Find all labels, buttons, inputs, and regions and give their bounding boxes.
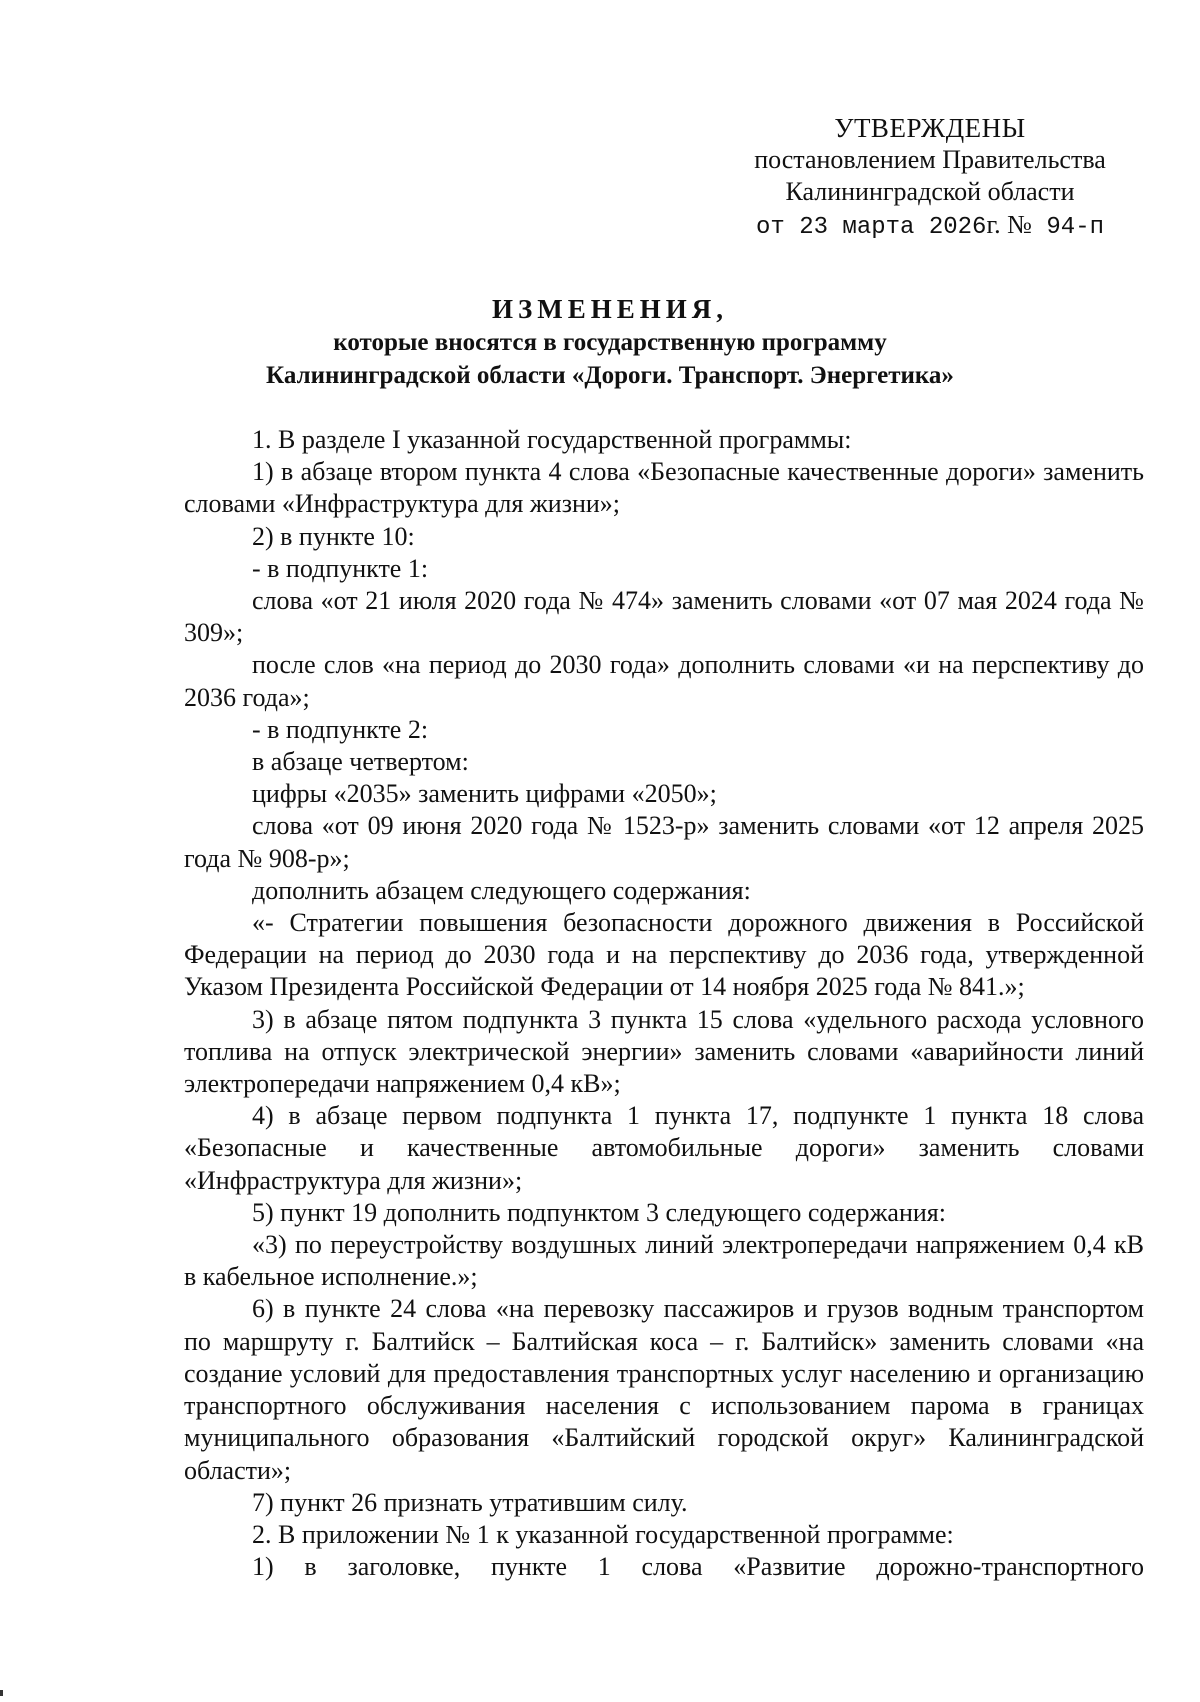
heading-title: ИЗМЕНЕНИЯ, <box>491 294 728 324</box>
paragraph: 2. В приложении № 1 к указанной государственной программе: <box>252 1519 954 1549</box>
approval-stamp <box>720 112 1140 244</box>
paragraph: после слов «на период до 2030 года» дополнить словами «и на перспективу до 2036 года»; <box>184 650 1144 712</box>
document-body <box>184 424 1144 1583</box>
approval-line-1: постановлением Правительства <box>754 145 1106 175</box>
paragraph: в абзаце четвертом: <box>252 747 469 777</box>
paragraph: «- Стратегии повышения безопасности дорожного движения в Российской Федерации на период до 2030 года и на перспективу до 2036 года, утвержденной Указом Президента Российской Федерации от 14 ноября 2025 года № 841.»; <box>184 908 1144 1002</box>
paragraph: 1) в заголовке, пункте 1 слова «Развитие дорожно-транспортного <box>252 1552 1144 1582</box>
heading-subtitle-1: которые вносятся в государственную программу <box>333 329 887 356</box>
paragraph: 3) в абзаце пятом подпункта 3 пункта 15 слова «удельного расхода условного топлива на отпуск электрической энергии» заменить словами «аварийности линий электропередачи напряжением 0,4 кВ»; <box>184 1004 1144 1099</box>
paragraph: слова «от 09 июня 2020 года № 1523-р» заменить словами «от 12 апреля 2025 года № 908-р»; <box>184 811 1144 873</box>
paragraph: 1. В разделе I указанной государственной программы: <box>252 425 852 454</box>
paragraph: слова «от 21 июля 2020 года № 474» заменить словами «от 07 мая 2024 года № 309»; <box>184 586 1144 648</box>
approval-date-value: 23 марта 2026 <box>799 213 987 241</box>
paragraph: 1) в абзаце втором пункта 4 слова «Безопасные качественные дороги» заменить словами «Инфраструктура для жизни»; <box>184 457 1144 519</box>
document-heading <box>180 293 1040 392</box>
paragraph: - в подпункте 2: <box>252 714 429 744</box>
paragraph: 5) пункт 19 дополнить подпунктом 3 следующего содержания: <box>252 1197 946 1227</box>
approval-title: УТВЕРЖДЕНЫ <box>834 113 1026 143</box>
paragraph: цифры «2035» заменить цифрами «2050»; <box>252 779 717 809</box>
paragraph: дополнить абзацем следующего содержания: <box>252 875 751 905</box>
paragraph: - в подпункте 1: <box>252 553 429 583</box>
paragraph: 7) пункт 26 признать утратившим силу. <box>252 1487 688 1517</box>
approval-number: 94-п <box>1046 213 1104 241</box>
paragraph: 6) в пункте 24 слова «на перевозку пассажиров и грузов водным транспортом по маршруту г. Балтийск – Балтийская коса – г. Балтийск» заменить словами «на создание условий для предоставления транспортных услуг населению и организацию транспортного обслуживания населения с использованием парома в границах муниципального образования «Балтийский городской округ» Калининградской области»; <box>184 1294 1144 1485</box>
paragraph: «3) по переустройству воздушных линий электропередачи напряжением 0,4 кВ в кабельное исполнение.»; <box>184 1230 1144 1292</box>
approval-date-line <box>720 209 1140 244</box>
scan-artifact <box>0 1690 3 1696</box>
paragraph: 2) в пункте 10: <box>252 521 415 551</box>
approval-line-2: Калининградской области <box>785 177 1075 207</box>
approval-date-prefix: от <box>755 213 785 241</box>
heading-subtitle-2: Калининградской области «Дороги. Транспорт. Энергетика» <box>266 362 954 389</box>
paragraph: 4) в абзаце первом подпункта 1 пункта 17, подпункте 1 пункта 18 слова «Безопасные и качественные автомобильные дороги» заменить словами «Инфраструктура для жизни»; <box>184 1101 1144 1195</box>
approval-date-suffix: г. № <box>986 209 1032 239</box>
